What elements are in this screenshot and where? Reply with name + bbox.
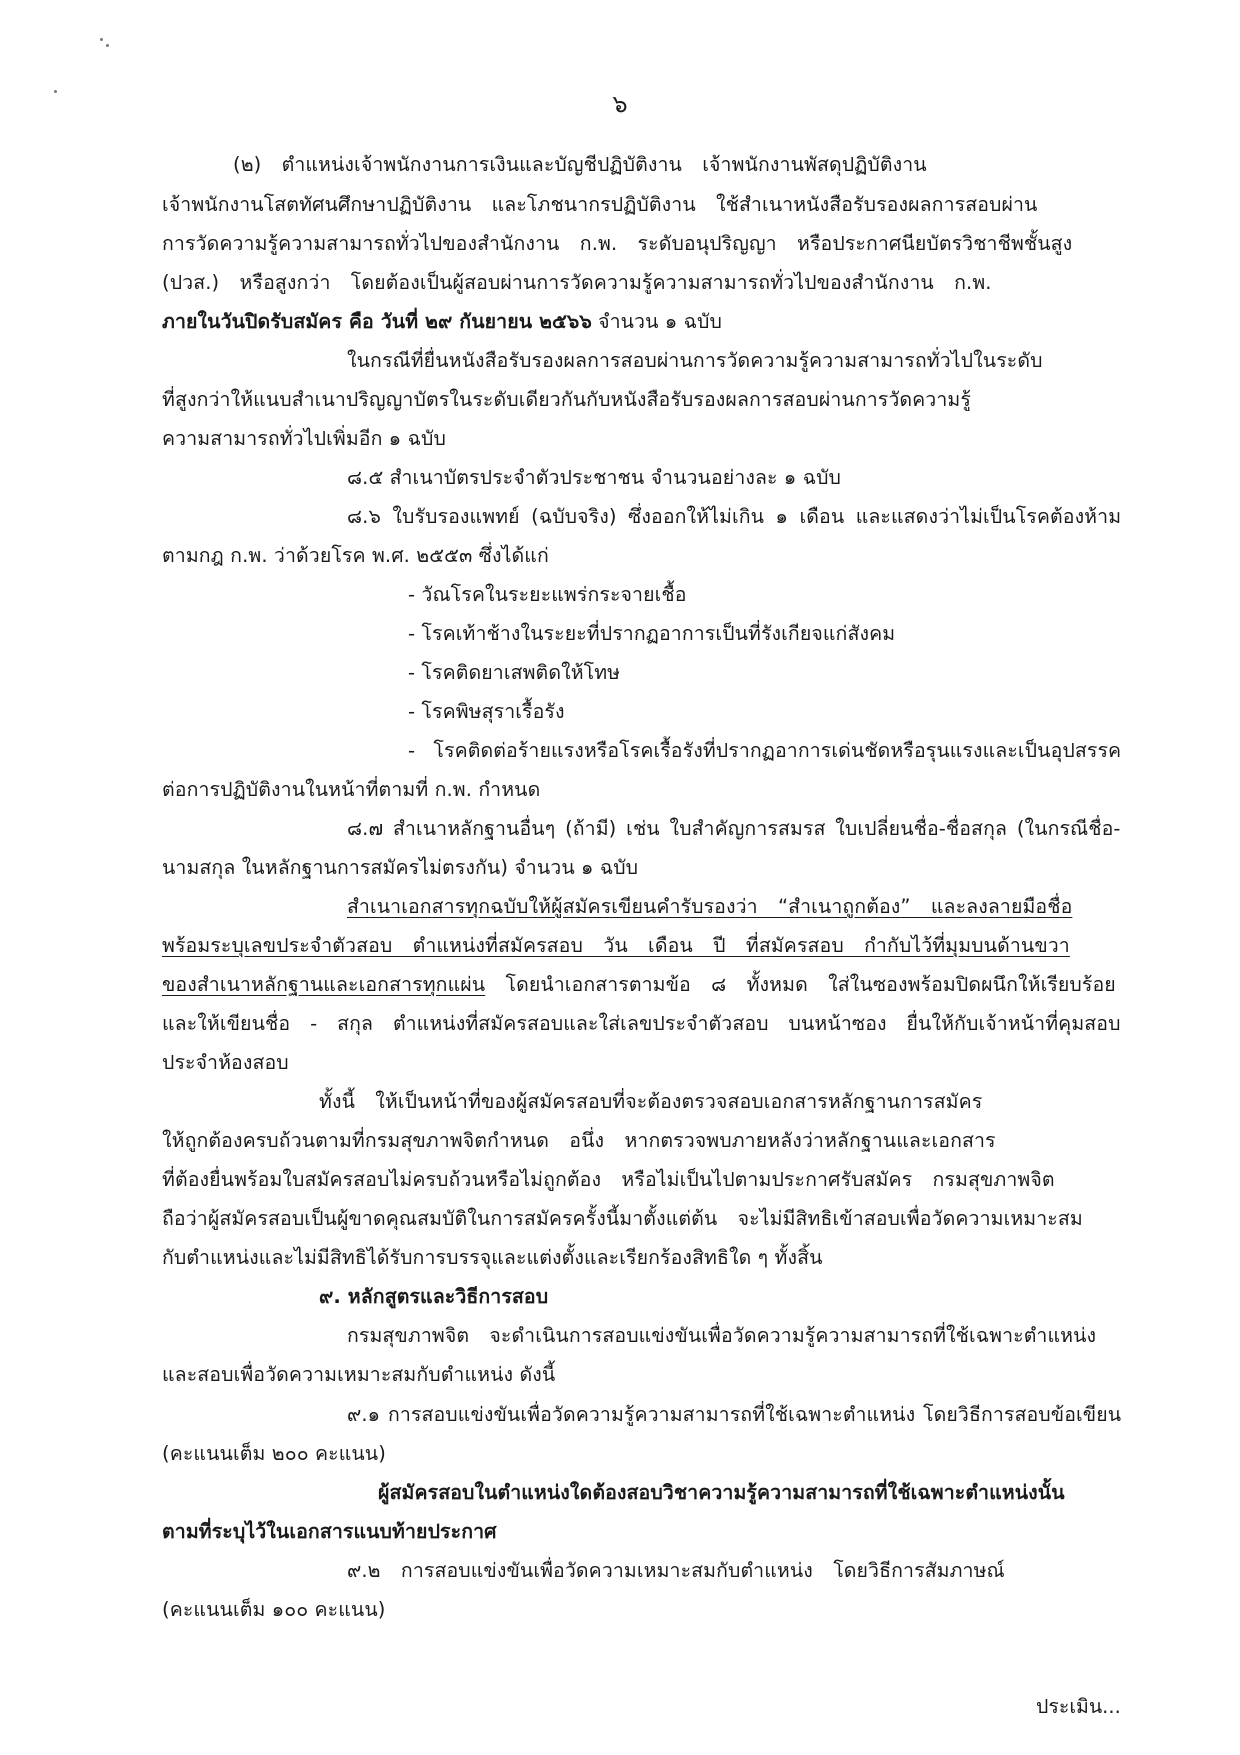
text-run: ของสำเนาหลักฐานและเอกสารทุกแผ่น <box>162 973 486 996</box>
text-line: - วัณโรคในระยะแพร่กระจายเชื้อ <box>408 583 687 606</box>
text-line: ๙. หลักสูตรและวิธีการสอบ <box>319 1285 549 1308</box>
text-line: ตามที่ระบุไว้ในเอกสารแนบท้ายประกาศ <box>162 1520 497 1543</box>
text-line: ที่สูงกว่าให้แนบสำเนาปริญญาบัตรในระดับเดียวกันกับหนังสือรับรองผลการสอบผ่านการวัดความรู้ <box>162 388 971 411</box>
text-line: กรมสุขภาพจิต จะดำเนินการสอบแข่งขันเพื่อวัดความรู้ความสามารถที่ใช้เฉพาะตำแหน่ง <box>347 1324 1097 1347</box>
page-number: ๖ <box>612 90 628 118</box>
text-line: - โรคติดต่อร้ายแรงหรือโรคเรื้อรังที่ปรากฏอาการเด่นชัดหรือรุนแรงและเป็นอุปสรรค <box>408 739 1122 762</box>
text-run: จำนวน ๑ ฉบับ <box>591 310 722 333</box>
text-run: ภายในวันปิดรับสมัคร คือ วันที่ ๒๙ กันยายน ๒๕๖๖ <box>162 310 592 333</box>
text-run: โดยนำเอกสารตามข้อ ๘ ทั้งหมด ใส่ในซองพร้อมปิดผนึกให้เรียบร้อย <box>485 973 1116 996</box>
text-line: กับตำแหน่งและไม่มีสิทธิได้รับการบรรจุและแต่งตั้งและเรียกร้องสิทธิใด ๆ ทั้งสิ้น <box>162 1246 823 1269</box>
text-line: - โรคเท้าช้างในระยะที่ปรากฏอาการเป็นที่รังเกียจแก่สังคม <box>408 622 896 645</box>
text-line: ๘.๕ สำเนาบัตรประจำตัวประชาชน จำนวนอย่างละ ๑ ฉบับ <box>347 466 842 489</box>
scan-speck <box>106 44 109 47</box>
text-line: นามสกุล ในหลักฐานการสมัครไม่ตรงกัน) จำนวน ๑ ฉบับ <box>162 856 639 879</box>
text-line: พร้อมระบุเลขประจำตัวสอบ ตำแหน่งที่สมัครสอบ วัน เดือน ปี ที่สมัครสอบ กำกับไว้ที่มุมบนด้านขวา <box>162 934 1070 957</box>
continuation-footer: ประเมิน... <box>1036 1695 1121 1718</box>
text-line: สำเนาเอกสารทุกฉบับให้ผู้สมัครเขียนคำรับรองว่า “สำเนาถูกต้อง” และลงลายมือชื่อ <box>347 895 1073 918</box>
text-line: ในกรณีที่ยื่นหนังสือรับรองผลการสอบผ่านการวัดความรู้ความสามารถทั่วไปในระดับ <box>347 349 1043 372</box>
text-line: เจ้าพนักงานโสตทัศนศึกษาปฏิบัติงาน และโภชนากรปฏิบัติงาน ใช้สำเนาหนังสือรับรองผลการสอบผ่าน <box>162 193 1038 216</box>
text-line: ให้ถูกต้องครบถ้วนตามที่กรมสุขภาพจิตกำหนด อนึ่ง หากตรวจพบภายหลังว่าหลักฐานและเอกสาร <box>162 1129 996 1152</box>
text-line: ประจำห้องสอบ <box>162 1051 289 1074</box>
text-line: และสอบเพื่อวัดความเหมาะสมกับตำแหน่ง ดังนี้ <box>162 1363 556 1386</box>
text-line: ถือว่าผู้สมัครสอบเป็นผู้ขาดคุณสมบัติในการสมัครครั้งนี้มาตั้งแต่ต้น จะไม่มีสิทธิเข้าสอบเพื่อวัดความเหมาะสม <box>162 1207 1083 1230</box>
text-line: (คะแนนเต็ม ๑๐๐ คะแนน) <box>162 1598 386 1621</box>
text-line: - โรคพิษสุราเรื้อรัง <box>408 700 565 723</box>
text-line: การวัดความรู้ความสามารถทั่วไปของสำนักงาน ก.พ. ระดับอนุปริญญา หรือประกาศนียบัตรวิชาชีพชั้นสูง <box>162 232 1073 255</box>
text-line: (๒) ตำแหน่งเจ้าพนักงานการเงินและบัญชีปฏิบัติงาน เจ้าพนักงานพัสดุปฏิบัติงาน <box>233 153 927 176</box>
text-line: ๙.๑ การสอบแข่งขันเพื่อวัดความรู้ความสามารถที่ใช้เฉพาะตำแหน่ง โดยวิธีการสอบข้อเขียน <box>347 1403 1122 1426</box>
text-line: - โรคติดยาเสพติดให้โทษ <box>408 661 621 684</box>
text-line <box>162 970 1116 1000</box>
text-line: ตามกฎ ก.พ. ว่าด้วยโรค พ.ศ. ๒๕๕๓ ซึ่งได้แก่ <box>162 544 549 567</box>
text-line: ความสามารถทั่วไปเพิ่มอีก ๑ ฉบับ <box>162 427 446 450</box>
text-line: ต่อการปฏิบัติงานในหน้าที่ตามที่ ก.พ. กำหนด <box>162 778 541 801</box>
text-line: (ปวส.) หรือสูงกว่า โดยต้องเป็นผู้สอบผ่านการวัดความรู้ความสามารถทั่วไปของสำนักงาน ก.พ. <box>162 271 992 294</box>
text-line: ๘.๖ ใบรับรองแพทย์ (ฉบับจริง) ซึ่งออกให้ไม่เกิน ๑ เดือน และแสดงว่าไม่เป็นโรคต้องห้าม <box>347 505 1122 528</box>
text-line: ที่ต้องยื่นพร้อมใบสมัครสอบไม่ครบถ้วนหรือไม่ถูกต้อง หรือไม่เป็นไปตามประกาศรับสมัคร กรมสุขภาพจิต <box>162 1168 1055 1191</box>
text-line: (คะแนนเต็ม ๒๐๐ คะแนน) <box>162 1442 386 1465</box>
text-line <box>162 307 722 337</box>
text-line: ๘.๗ สำเนาหลักฐานอื่นๆ (ถ้ามี) เช่น ใบสำคัญการสมรส ใบเปลี่ยนชื่อ-ชื่อสกุล (ในกรณีชื่อ- <box>347 817 1121 840</box>
text-line: ๙.๒ การสอบแข่งขันเพื่อวัดความเหมาะสมกับตำแหน่ง โดยวิธีการสัมภาษณ์ <box>347 1559 1005 1582</box>
text-line: และให้เขียนชื่อ - สกุล ตำแหน่งที่สมัครสอบและใส่เลขประจำตัวสอบ บนหน้าซอง ยื่นให้กับเจ้าหน้าที่คุมสอบ <box>162 1012 1121 1035</box>
text-line: ผู้สมัครสอบในตำแหน่งใดต้องสอบวิชาความรู้ความสามารถที่ใช้เฉพาะตำแหน่งนั้น <box>378 1481 1065 1504</box>
scan-speck <box>100 38 103 41</box>
text-line: ทั้งนี้ ให้เป็นหน้าที่ของผู้สมัครสอบที่จะต้องตรวจสอบเอกสารหลักฐานการสมัคร <box>319 1090 983 1113</box>
